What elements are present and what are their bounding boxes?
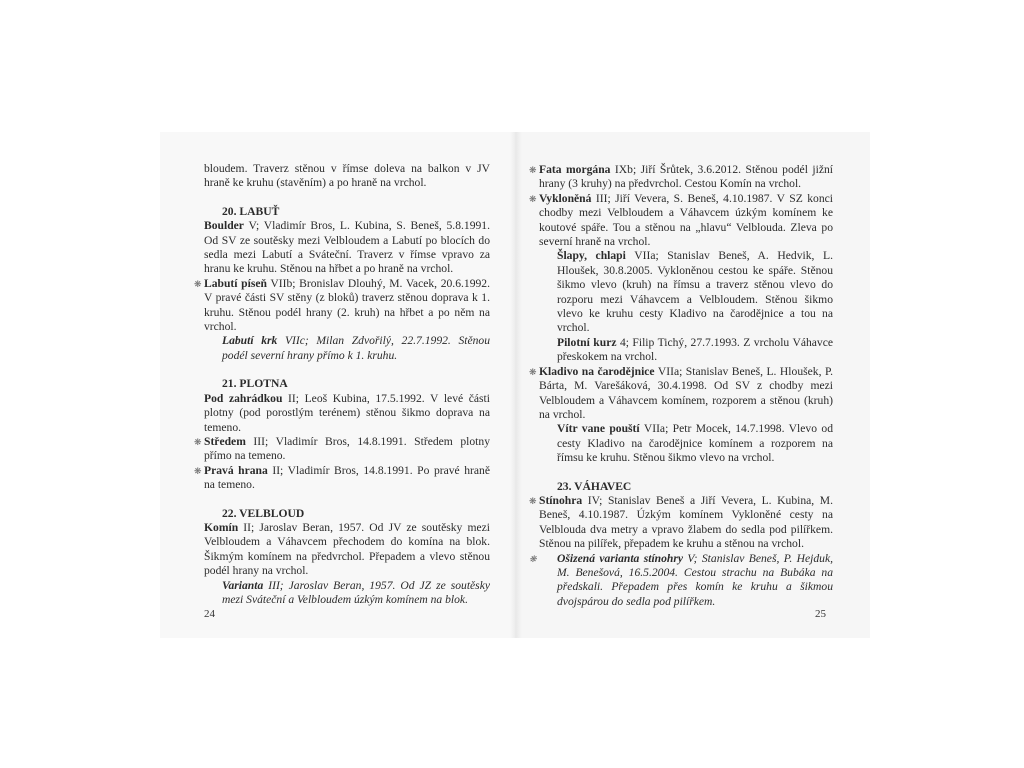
route-name: Ošizená varianta stínohry xyxy=(557,551,684,565)
right-text-block xyxy=(529,163,834,609)
route-text: III; Vladimír Bros, 14.8.1991. Středem plotny přímo na temeno. xyxy=(204,434,490,463)
route-variant xyxy=(204,334,490,363)
route-name: Stínohra xyxy=(539,493,583,507)
route-name: Šlapy, chlapi xyxy=(557,249,626,263)
route-entry xyxy=(194,463,490,493)
route-name: Labutí píseň xyxy=(204,276,267,290)
route-name: Vykloněná xyxy=(539,191,592,205)
route-text: II; Jaroslav Beran, 1957. Od JV ze soutěsky mezi Velbloudem a Váhavcem přechodem do komína na blok. Šikmým komínem na předvrchol. Přepadem a vlevo stěnou podél hrany na vrchol. xyxy=(204,520,490,578)
right-page xyxy=(515,132,870,638)
route-name: Pod zahrádkou xyxy=(204,391,283,405)
route-entry xyxy=(529,364,834,423)
star-icon: ❋ xyxy=(194,278,202,289)
route-name: Středem xyxy=(204,434,246,448)
route-text: IXb; Jiří Šrůtek, 3.6.2012. Stěnou podél jižní hrany (3 kruhy) na předvrchol. Cestou Komín na vrchol. xyxy=(539,163,834,191)
route-name: Varianta xyxy=(222,578,264,592)
route-entry xyxy=(539,422,833,465)
route-name: Kladivo na čarodějnice xyxy=(539,364,655,378)
route-entry xyxy=(204,219,490,277)
route-text: III; Jaroslav Beran, 1957. Od JZ ze soutěsky mezi Sváteční a Velbloudem úzkým komínem na blok. xyxy=(222,578,490,606)
route-variant xyxy=(529,551,833,610)
star-icon: ❋ xyxy=(529,495,537,506)
route-entry xyxy=(529,493,833,552)
route-name: Fata morgána xyxy=(539,163,611,176)
section-heading-21: 21. PLOTNA xyxy=(222,377,288,391)
left-page xyxy=(160,132,515,638)
route-text: IV; Stanislav Beneš a Jiří Vevera, L. Kubina, M. Beneš, 4.10.1987. Úzkým komínem Vykloněné cesty na Velblouda dva metry a vpravo žlabem do sedla pod pilířkem. Stěnou na pilířek, přepadem ke kruhu a stěnou na vrchol. xyxy=(539,493,833,551)
route-entry xyxy=(194,276,490,335)
route-text: VIIc; Milan Zdvořilý, 22.7.1992. Stěnou podél severní hrany přímo k 1. kruhu. xyxy=(222,334,490,362)
star-icon: ❋ xyxy=(529,553,537,564)
left-text-block xyxy=(194,162,490,607)
book-gutter xyxy=(510,132,522,638)
route-name: Pilotní kurz xyxy=(557,335,617,349)
route-text: II; Vladimír Bros, 14.8.1991. Po pravé hraně na temeno. xyxy=(204,463,490,492)
route-text: II; Leoš Kubina, 17.5.1992. V levé části plotny (pod porostlým terénem) stěnou šikmo doprava na temeno. xyxy=(204,391,490,434)
route-text: V; Vladimír Bros, L. Kubina, S. Beneš, 5.8.1991. Od SV ze soutěsky mezi Velbloudem a Labutí po blocích do sedla mezi Labutí a Sváteční. Traverz v římse vpravo za hranu ke kruhu. Stěnou na hřbet a po hraně na vrchol. xyxy=(204,219,490,276)
book-spread xyxy=(160,132,870,638)
star-icon: ❋ xyxy=(529,165,537,175)
star-icon: ❋ xyxy=(529,193,537,204)
route-text: 4; Filip Tichý, 27.7.1993. Z vrcholu Váhavce přeskokem na vrchol. xyxy=(557,335,834,364)
route-entry xyxy=(529,191,833,250)
section-heading-20: 20. LABUŤ xyxy=(222,204,280,218)
route-text: VIIb; Bronislav Dlouhý, M. Vacek, 20.6.1992. V pravé části SV stěny (z bloků) traverz stěnou doprava k 1. kruhu. Stěnou podél hrany (2. kruh) na hřbet a po něm na vrchol. xyxy=(204,276,490,334)
route-entry xyxy=(539,336,833,365)
page-number-left: 24 xyxy=(204,608,215,620)
section-heading-22: 22. VELBLOUD xyxy=(222,506,305,520)
route-text: VIIa; Stanislav Beneš, L. Hloušek, P. Bárta, M. Varešáková, 30.4.1998. Od SV z chodby mezi Velbloudem a Váhavcem komínem, rozporem a stěnou (kruh) na vrchol. xyxy=(539,364,834,421)
route-entry xyxy=(204,521,490,579)
route-entry xyxy=(529,163,834,192)
star-icon: ❋ xyxy=(194,465,202,476)
route-entry xyxy=(194,434,490,464)
left-intro: bloudem. Traverz stěnou v římse doleva na balkon v JV hraně ke kruhu (stavěním) a po hraně na vrchol. xyxy=(204,162,490,190)
star-icon: ❋ xyxy=(194,436,202,447)
route-name: Labutí krk xyxy=(222,334,278,348)
route-name: Komín xyxy=(204,520,239,534)
route-text: V; Stanislav Beneš, P. Hejduk, M. Benešová, 16.5.2004. Cestou strachu na Bubáka na předskali. Přepadem přes komín ke kruhu a šikmou dvojspárou do sedla pod pilířkem. xyxy=(557,551,833,608)
route-text: VIIa; Petr Mocek, 14.7.1998. Vlevo od cesty Kladivo na čarodějnice komínem a rozporem na římsu ke kruhu. Stěnou šikmo vlevo na vrchol. xyxy=(557,422,833,465)
route-text: III; Jiří Vevera, S. Beneš, 4.10.1987. V SZ konci chodby mezi Velbloudem a Váhavcem úzkým komínem ke koutové spáře. Tou a stěnou na „hlavu“ Velblouda. Zleva po severní hraně na vrchol. xyxy=(539,191,833,249)
route-name: Boulder xyxy=(204,219,244,233)
route-entry xyxy=(539,249,833,335)
route-entry xyxy=(204,392,490,435)
route-name: Pravá hrana xyxy=(204,463,268,477)
page-number-right: 25 xyxy=(815,608,826,620)
route-text: VIIa; Stanislav Beneš, A. Hedvik, L. Hloušek, 30.8.2005. Vykloněnou cestou ke spáře. Stěnou šikmo vlevo (kruh) na římsu a traverz stěnou vlevo do rozporu mezi Váhavcem a Velbloudem. Stěnou šikmo vlevo ke kruhu cesty Kladivo na čarodějnice a tou na vrchol. xyxy=(557,249,833,335)
section-heading-23: 23. VÁHAVEC xyxy=(557,479,632,493)
route-variant xyxy=(204,579,490,608)
star-icon: ❋ xyxy=(529,366,537,377)
route-name: Vítr vane pouští xyxy=(557,422,640,436)
